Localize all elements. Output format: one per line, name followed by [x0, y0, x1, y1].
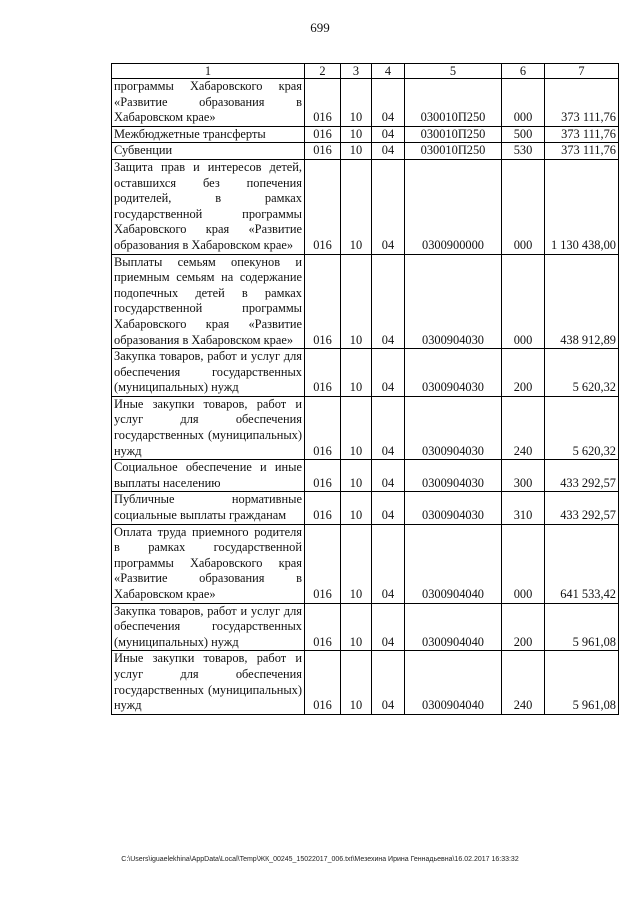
row-target-cell: 030010П250 — [405, 143, 502, 160]
row-subsection-cell: 04 — [372, 349, 405, 397]
row-name-cell: Иные закупки товаров, работ и услуг для обеспечения государственных (муниципальных) нужд — [112, 651, 305, 714]
row-target-cell: 030010П250 — [405, 126, 502, 143]
row-amount-cell: 5 961,08 — [545, 651, 619, 714]
table-row — [112, 159, 619, 254]
table-row — [112, 396, 619, 459]
table-row — [112, 651, 619, 714]
row-subsection-cell: 04 — [372, 460, 405, 492]
row-name-cell: Межбюджетные трансферты — [112, 126, 305, 143]
row-target-cell: 0300904030 — [405, 460, 502, 492]
file-path-footer: C:\Users\iguaelekhina\AppData\Local\Temp\ЖК_00245_15022017_006.txt\Мезехина Ирина Геннадьевна\16.02.2017 16:33:32 — [121, 856, 519, 863]
row-amount-cell: 373 111,76 — [545, 79, 619, 127]
row-name-cell: Субвенции — [112, 143, 305, 160]
row-subsection-cell: 04 — [372, 603, 405, 651]
row-section-cell: 10 — [341, 603, 372, 651]
row-section-cell: 10 — [341, 143, 372, 160]
row-section-cell: 10 — [341, 349, 372, 397]
row-subsection-cell: 04 — [372, 126, 405, 143]
row-name-cell: Закупка товаров, работ и услуг для обеспечения государственных (муниципальных) нужд — [112, 349, 305, 397]
row-amount-cell: 433 292,57 — [545, 460, 619, 492]
row-amount-cell: 5 961,08 — [545, 603, 619, 651]
row-subsection-cell: 04 — [372, 396, 405, 459]
row-amount-cell: 641 533,42 — [545, 524, 619, 603]
row-target-cell: 0300904040 — [405, 524, 502, 603]
row-code-cell: 016 — [305, 349, 341, 397]
row-code-cell: 016 — [305, 396, 341, 459]
row-target-cell: 0300904030 — [405, 254, 502, 349]
row-section-cell: 10 — [341, 651, 372, 714]
row-amount-cell: 373 111,76 — [545, 143, 619, 160]
table-row — [112, 254, 619, 349]
row-code-cell: 016 — [305, 651, 341, 714]
table-row — [112, 349, 619, 397]
row-section-cell: 10 — [341, 492, 372, 524]
row-subsection-cell: 04 — [372, 159, 405, 254]
row-expense-type-cell: 240 — [502, 651, 545, 714]
row-amount-cell: 438 912,89 — [545, 254, 619, 349]
row-subsection-cell: 04 — [372, 524, 405, 603]
row-subsection-cell: 04 — [372, 651, 405, 714]
table-row — [112, 79, 619, 127]
row-code-cell: 016 — [305, 460, 341, 492]
table-row — [112, 143, 619, 160]
row-section-cell: 10 — [341, 396, 372, 459]
table-row — [112, 524, 619, 603]
column-header: 2 — [305, 64, 341, 79]
row-expense-type-cell: 240 — [502, 396, 545, 459]
row-expense-type-cell: 000 — [502, 79, 545, 127]
row-code-cell: 016 — [305, 143, 341, 160]
row-code-cell: 016 — [305, 492, 341, 524]
row-section-cell: 10 — [341, 524, 372, 603]
table-row — [112, 126, 619, 143]
row-expense-type-cell: 310 — [502, 492, 545, 524]
row-name-cell: Публичные нормативные социальные выплаты гражданам — [112, 492, 305, 524]
row-expense-type-cell: 000 — [502, 159, 545, 254]
table-header-row — [112, 64, 619, 79]
row-name-cell: Социальное обеспечение и иные выплаты населению — [112, 460, 305, 492]
column-header: 6 — [502, 64, 545, 79]
row-amount-cell: 5 620,32 — [545, 396, 619, 459]
row-name-cell: Иные закупки товаров, работ и услуг для обеспечения государственных (муниципальных) нужд — [112, 396, 305, 459]
row-name-cell: программы Хабаровского края «Развитие образования в Хабаровском крае» — [112, 79, 305, 127]
row-code-cell: 016 — [305, 524, 341, 603]
row-section-cell: 10 — [341, 460, 372, 492]
row-code-cell: 016 — [305, 159, 341, 254]
row-target-cell: 0300904030 — [405, 396, 502, 459]
row-name-cell: Выплаты семьям опекунов и приемным семьям на содержание подопечных детей в рамках государственной программы Хабаровского края «Развитие образования в Хабаровском крае» — [112, 254, 305, 349]
row-target-cell: 0300904040 — [405, 603, 502, 651]
row-target-cell: 0300900000 — [405, 159, 502, 254]
row-target-cell: 0300904030 — [405, 492, 502, 524]
table-row — [112, 492, 619, 524]
page-number: 699 — [310, 20, 330, 35]
column-header: 7 — [545, 64, 619, 79]
row-amount-cell: 1 130 438,00 — [545, 159, 619, 254]
row-target-cell: 0300904040 — [405, 651, 502, 714]
row-section-cell: 10 — [341, 79, 372, 127]
row-name-cell: Защита прав и интересов детей, оставшихся без попечения родителей, в рамках государственной программы Хабаровского края «Развитие образования в Хабаровском крае» — [112, 159, 305, 254]
column-header: 3 — [341, 64, 372, 79]
row-section-cell: 10 — [341, 159, 372, 254]
row-section-cell: 10 — [341, 126, 372, 143]
row-subsection-cell: 04 — [372, 492, 405, 524]
row-code-cell: 016 — [305, 603, 341, 651]
row-name-cell: Оплата труда приемного родителя в рамках государственной программы Хабаровского края «Развитие образования в Хабаровском крае» — [112, 524, 305, 603]
row-code-cell: 016 — [305, 126, 341, 143]
budget-table — [111, 63, 619, 715]
row-expense-type-cell: 000 — [502, 254, 545, 349]
row-subsection-cell: 04 — [372, 79, 405, 127]
column-header: 4 — [372, 64, 405, 79]
row-expense-type-cell: 530 — [502, 143, 545, 160]
row-expense-type-cell: 200 — [502, 603, 545, 651]
row-section-cell: 10 — [341, 254, 372, 349]
row-amount-cell: 373 111,76 — [545, 126, 619, 143]
row-code-cell: 016 — [305, 79, 341, 127]
row-expense-type-cell: 000 — [502, 524, 545, 603]
row-expense-type-cell: 500 — [502, 126, 545, 143]
row-amount-cell: 5 620,32 — [545, 349, 619, 397]
row-subsection-cell: 04 — [372, 254, 405, 349]
row-target-cell: 0300904030 — [405, 349, 502, 397]
row-target-cell: 030010П250 — [405, 79, 502, 127]
column-header: 1 — [112, 64, 305, 79]
table-row — [112, 603, 619, 651]
row-expense-type-cell: 300 — [502, 460, 545, 492]
row-code-cell: 016 — [305, 254, 341, 349]
row-amount-cell: 433 292,57 — [545, 492, 619, 524]
row-name-cell: Закупка товаров, работ и услуг для обеспечения государственных (муниципальных) нужд — [112, 603, 305, 651]
row-subsection-cell: 04 — [372, 143, 405, 160]
column-header: 5 — [405, 64, 502, 79]
table-row — [112, 460, 619, 492]
row-expense-type-cell: 200 — [502, 349, 545, 397]
